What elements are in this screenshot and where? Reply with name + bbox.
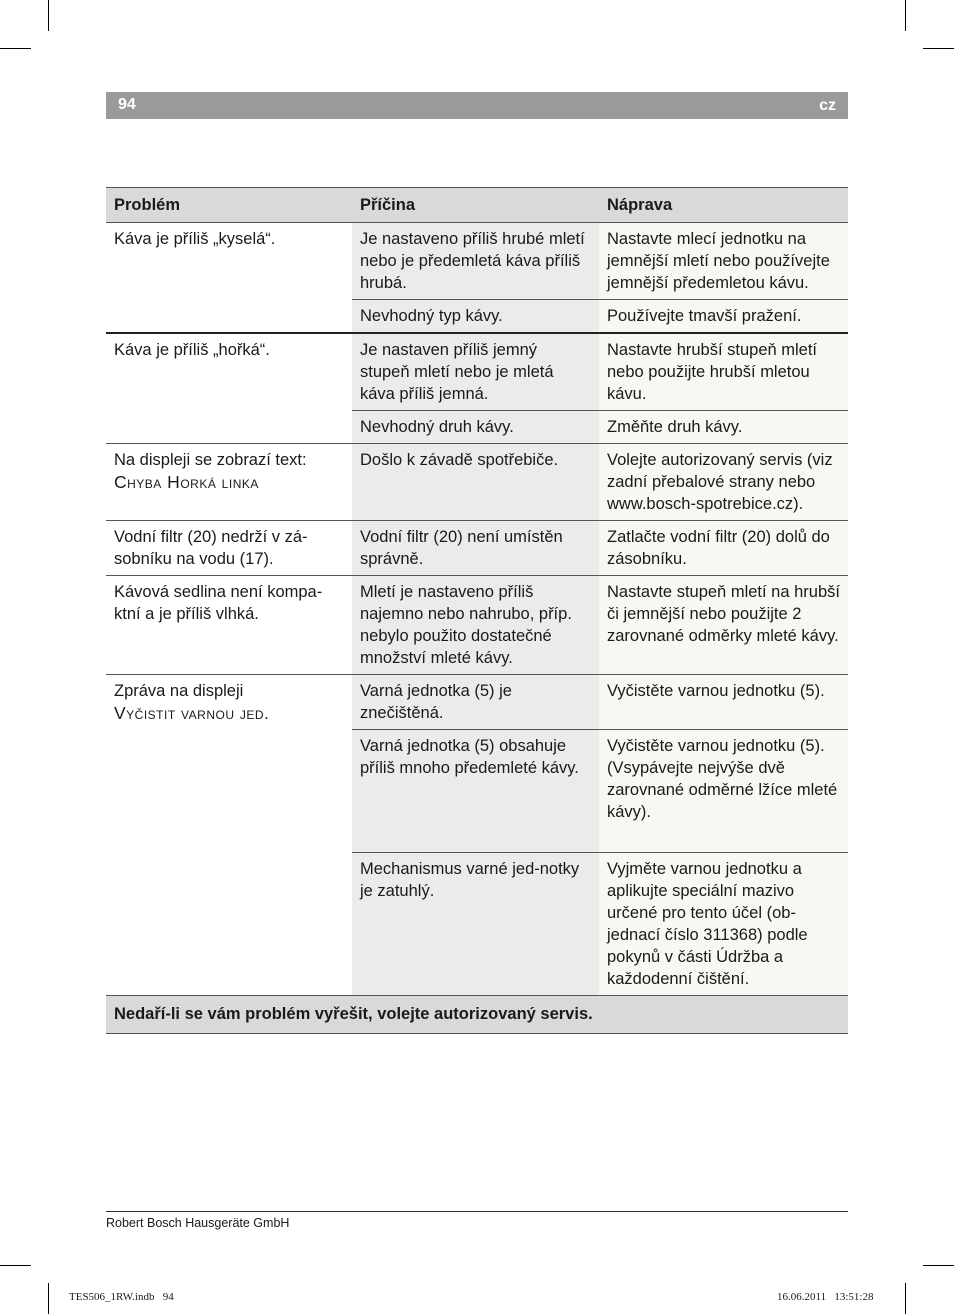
cause-cell: Je nastaven příliš jemný stupeň mletí nebo je mletá káva příliš jemná. (352, 333, 599, 411)
print-slug-date: 16.06.2011 13:51:28 (777, 1291, 874, 1303)
problem-cell (106, 675, 352, 996)
remedy-cell: Používejte tmavší pražení. (599, 300, 848, 334)
cause-cell: Je nastaveno příliš hrubé mletí nebo je předemletá káva příliš hrubá. (352, 223, 599, 300)
problem-text: Káva je příliš „kyselá“. (114, 230, 276, 248)
problem-cell (106, 223, 352, 334)
page-number: 94 (118, 96, 136, 113)
table-row (106, 333, 848, 411)
crop-mark (0, 48, 31, 49)
remedy-cell (599, 730, 848, 853)
table-row (106, 675, 848, 730)
troubleshooting-table (106, 187, 848, 1034)
remedy-cell: Nastavte hrubší stupeň mletí nebo použijte hrubší mletou kávu. (599, 333, 848, 411)
cause-cell: Došlo k závadě spotřebiče. (352, 444, 599, 521)
page-header-bar (106, 92, 848, 119)
table-row (106, 444, 848, 521)
cause-cell: Nevhodný druh kávy. (352, 411, 599, 444)
cause-cell: Varná jednotka (5) je znečištěná. (352, 675, 599, 730)
problem-cell (106, 333, 352, 444)
crop-mark (905, 1283, 906, 1314)
footer-divider (106, 1211, 848, 1212)
column-header-remedy: Náprava (599, 188, 848, 223)
cause-cell: Mletí je nastaveno příliš najemno nebo nahrubo, příp. nebylo použito dostatečné množství mleté kávy. (352, 576, 599, 675)
column-header-cause: Příčina (352, 188, 599, 223)
remedy-note: (Vsypávejte nejvýše dvě zarovnané odměrné lžíce mleté kávy). (607, 759, 838, 821)
remedy-cell: Volejte autorizovaný servis (viz zadní přebalové strany nebo www.bosch-spotrebice.cz). (599, 444, 848, 521)
display-message: Chyba Horká linka (114, 472, 259, 492)
cause-cell: Varná jednotka (5) obsahuje příliš mnoho předemleté kávy. (352, 730, 599, 853)
remedy-cell: Nastavte stupeň mletí na hrubší či jemnější nebo použijte 2 zarovnané odměrky mleté kávy. (599, 576, 848, 675)
problem-text: Vodní filtr (20) nedrží v zá-sobníku na vodu (17). (114, 528, 308, 568)
language-code: cz (819, 97, 836, 114)
table-row (106, 576, 848, 675)
problem-cell (106, 444, 352, 521)
crop-mark (48, 1283, 49, 1314)
table-row (106, 521, 848, 576)
remedy-cell: Změňte druh kávy. (599, 411, 848, 444)
remedy-cell: Nastavte mlecí jednotku na jemnější mletí nebo používejte jemnější předemletou kávu. (599, 223, 848, 300)
display-message: Vyčistit varnou jed. (114, 703, 270, 723)
crop-mark (48, 0, 49, 31)
problem-cell (106, 521, 352, 576)
column-header-problem: Problém (106, 188, 352, 223)
problem-text: Kávová sedlina není kompa-ktní a je příliš vlhká. (114, 583, 323, 623)
cause-cell: Nevhodný typ kávy. (352, 300, 599, 334)
crop-mark (923, 48, 954, 49)
company-name: Robert Bosch Hausgeräte GmbH (106, 1216, 290, 1230)
print-slug-file: TES506_1RW.indb 94 (69, 1291, 174, 1303)
problem-cell (106, 576, 352, 675)
problem-text: Na displeji se zobrazí text: (114, 451, 307, 469)
cause-cell: Mechanismus varné jed-notky je zatuhlý. (352, 853, 599, 996)
remedy-cell: Vyčistěte varnou jednotku (5). (599, 675, 848, 730)
crop-mark (923, 1265, 954, 1266)
problem-text: Zpráva na displeji (114, 682, 244, 700)
table-row (106, 223, 848, 300)
remedy-cell: Zatlačte vodní filtr (20) dolů do zásobníku. (599, 521, 848, 576)
problem-text: Káva je příliš „hořká“. (114, 341, 270, 359)
remedy-cell: Vyjměte varnou jednotku a aplikujte speciální mazivo určené pro tento účel (ob-jednací číslo 311368) podle pokynů v části Údržba a každodenní čištění. (599, 853, 848, 996)
crop-mark (905, 0, 906, 31)
table-header-row (106, 188, 848, 223)
crop-mark (0, 1265, 31, 1266)
cause-cell: Vodní filtr (20) není umístěn správně. (352, 521, 599, 576)
remedy-text: Vyčistěte varnou jednotku (5). (607, 737, 825, 755)
service-note: Nedaří-li se vám problém vyřešit, volejte autorizovaný servis. (106, 996, 848, 1034)
table-footer-row (106, 996, 848, 1034)
